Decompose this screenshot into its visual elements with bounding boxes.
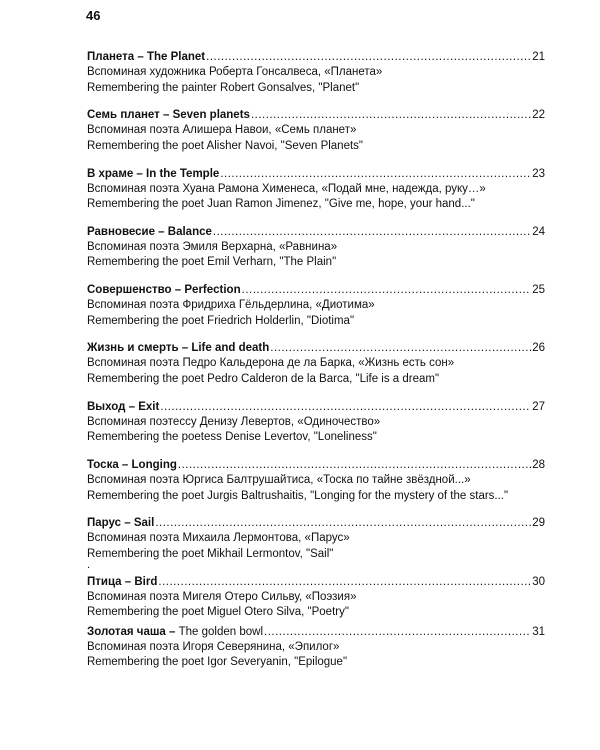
dot-leader bbox=[251, 108, 531, 123]
toc-entry bbox=[87, 50, 545, 108]
toc-title: Птица – Bird bbox=[87, 575, 158, 588]
toc-page-number: 23 bbox=[532, 167, 545, 180]
toc-title-line[interactable] bbox=[87, 458, 545, 473]
toc-title: Золотая чаша – The golden bowl bbox=[87, 625, 264, 638]
toc-title: Парус – Sail bbox=[87, 517, 155, 530]
english-dedication: Remembering the poet Emil Verharn, "The Plain" bbox=[87, 256, 337, 269]
stray-period: . bbox=[87, 559, 91, 572]
table-of-contents bbox=[87, 50, 545, 683]
toc-title-line[interactable] bbox=[87, 50, 545, 65]
english-dedication: Remembering the poet Friedrich Holderlin, "Diotima" bbox=[87, 314, 355, 327]
russian-dedication: Вспоминая поэта Михаила Лермонтова, «Парус» bbox=[87, 532, 350, 545]
toc-entry bbox=[87, 108, 545, 166]
dot-leader bbox=[158, 575, 531, 590]
toc-entry bbox=[87, 225, 545, 283]
toc-page-number: 21 bbox=[532, 51, 545, 63]
toc-title: Семь планет – Seven planets bbox=[87, 109, 250, 122]
russian-dedication: Вспоминая поэтессу Денизу Левертов, «Одиночество» bbox=[87, 415, 381, 428]
toc-entry bbox=[87, 341, 545, 399]
english-dedication: Remembering the poet Igor Severyanin, "Epilogue" bbox=[87, 656, 348, 669]
russian-dedication: Вспоминая поэта Эмиля Верхарна, «Равнина» bbox=[87, 240, 338, 253]
toc-page-number: 26 bbox=[532, 342, 545, 355]
toc-entry bbox=[87, 625, 545, 683]
english-dedication: Remembering the painter Robert Gonsalves, "Planet" bbox=[87, 81, 360, 94]
toc-entry bbox=[87, 458, 545, 516]
dot-leader bbox=[220, 167, 531, 182]
toc-entry bbox=[87, 516, 545, 574]
toc-page-number: 25 bbox=[532, 284, 545, 297]
dot-leader bbox=[155, 516, 531, 531]
english-dedication: Remembering the poet Mikhail Lermontov, "Sail" bbox=[87, 547, 334, 560]
english-dedication: Remembering the poet Miguel Otero Silva, "Poetry" bbox=[87, 606, 349, 619]
toc-title-line[interactable] bbox=[87, 283, 545, 298]
english-dedication: Remembering the poet Jurgis Baltrushaitis, "Longing for the mystery of the stars..." bbox=[87, 489, 509, 502]
page-number: 46 bbox=[86, 8, 101, 23]
toc-title: Планета – The Planet bbox=[87, 51, 206, 63]
toc-title-line[interactable] bbox=[87, 625, 545, 640]
english-dedication: Remembering the poet Juan Ramon Jimenez, "Give me, hope, your hand..." bbox=[87, 198, 475, 211]
russian-dedication: Вспоминая поэта Игоря Северянина, «Эпилог» bbox=[87, 640, 340, 653]
dot-leader bbox=[178, 458, 531, 473]
toc-title: Совершенство – Perfection bbox=[87, 284, 241, 297]
toc-title: Равновесие – Balance bbox=[87, 225, 212, 238]
toc-page-number: 27 bbox=[532, 400, 545, 413]
toc-entry bbox=[87, 167, 545, 225]
toc-entry bbox=[87, 575, 545, 625]
toc-entry bbox=[87, 400, 545, 458]
toc-title-line[interactable] bbox=[87, 575, 545, 590]
toc-title-line[interactable] bbox=[87, 108, 545, 123]
russian-dedication: Вспоминая поэта Фридриха Гёльдерлина, «Диотима» bbox=[87, 299, 375, 312]
russian-dedication: Вспоминая поэта Педро Кальдерона де ла Барка, «Жизнь есть сон» bbox=[87, 357, 455, 370]
toc-page-number: 24 bbox=[532, 225, 545, 238]
dot-leader bbox=[213, 225, 531, 240]
russian-dedication: Вспоминая художника Роберта Гонсалвеса, «Планета» bbox=[87, 66, 383, 78]
toc-title-line[interactable] bbox=[87, 516, 545, 531]
dot-leader bbox=[160, 400, 531, 415]
russian-dedication: Вспоминая поэта Мигеля Отеро Сильву, «Поэзия» bbox=[87, 590, 357, 603]
toc-title: Тоска – Longing bbox=[87, 459, 177, 472]
dot-leader bbox=[242, 283, 532, 298]
toc-page-number: 31 bbox=[532, 625, 545, 638]
russian-dedication: Вспоминая поэта Хуана Рамона Хименеса, «Подай мне, надежда, руку…» bbox=[87, 182, 486, 195]
toc-entry bbox=[87, 283, 545, 341]
english-dedication: Remembering the poet Pedro Calderon de la Barca, "Life is a dream" bbox=[87, 372, 440, 385]
dot-leader bbox=[270, 341, 531, 356]
toc-page-number: 29 bbox=[532, 517, 545, 530]
toc-title-line[interactable] bbox=[87, 341, 545, 356]
dot-leader bbox=[264, 625, 531, 640]
toc-page-number: 30 bbox=[532, 575, 545, 588]
toc-page-number: 22 bbox=[532, 109, 545, 122]
toc-title: Жизнь и смерть – Life and death bbox=[87, 342, 270, 355]
russian-dedication: Вспоминая поэта Алишера Навои, «Семь планет» bbox=[87, 124, 357, 137]
english-dedication: Remembering the poet Alisher Navoi, "Seven Planets" bbox=[87, 139, 364, 152]
toc-title-line[interactable] bbox=[87, 225, 545, 240]
toc-title-line[interactable] bbox=[87, 167, 545, 182]
dot-leader bbox=[206, 50, 531, 65]
english-dedication: Remembering the poetess Denise Levertov, "Loneliness" bbox=[87, 431, 377, 444]
russian-dedication: Вспоминая поэта Юргиса Балтрушайтиса, «Тоска по тайне звёздной...» bbox=[87, 474, 471, 487]
toc-page-number: 28 bbox=[532, 459, 545, 472]
toc-title-line[interactable] bbox=[87, 400, 545, 415]
toc-title: Выход – Exit bbox=[87, 400, 160, 413]
toc-title: В храме – In the Temple bbox=[87, 167, 220, 180]
